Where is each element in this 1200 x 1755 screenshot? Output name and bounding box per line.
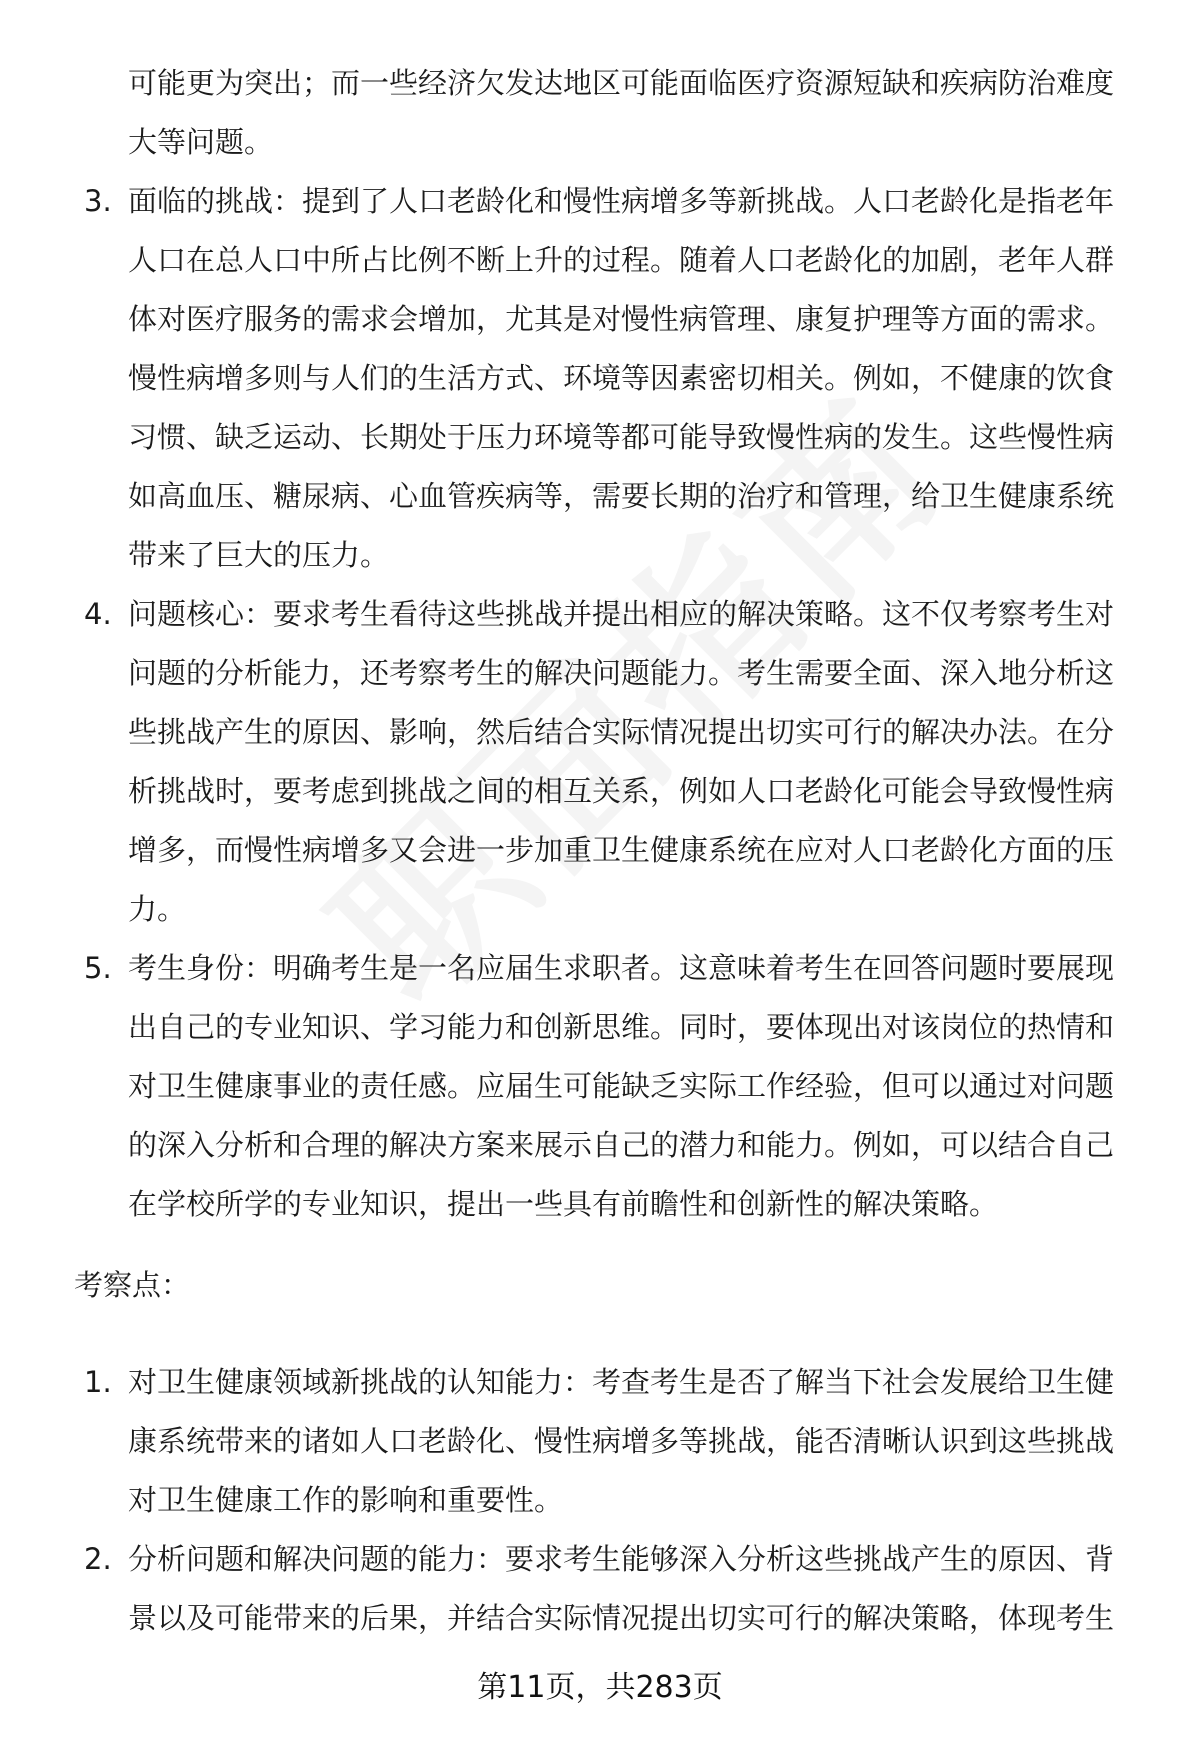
list-item-number: 3. — [84, 184, 112, 218]
list-item-number: 2. — [84, 1542, 112, 1576]
list-item-text: 分析问题和解决问题的能力：要求考生能够深入分析这些挑战产生的原因、背景以及可能带来的后果，并结合实际情况提出切实可行的解决策略，体现考生 — [128, 1542, 1115, 1635]
list-item-number: 5. — [84, 951, 112, 985]
list-item-number: 1. — [84, 1365, 112, 1399]
list-item — [0, 1530, 1200, 1648]
list-item-text: 问题核心：要求考生看待这些挑战并提出相应的解决策略。这不仅考察考生对问题的分析能力，还考察考生的解决问题能力。考生需要全面、深入地分析这些挑战产生的原因、影响，然后结合实际情况提出切实可行的解决办法。在分析挑战时，要考虑到挑战之间的相互关系，例如人口老龄化可能会导致慢性病增多，而慢性病增多又会进一步加重卫生健康系统在应对人口老龄化方面的压力。 — [128, 597, 1115, 926]
section-heading: 考察点： — [74, 1268, 191, 1302]
analysis-list — [0, 172, 1200, 1234]
page-number: 第11页，共283页 — [477, 1670, 723, 1705]
list-item — [0, 1353, 1200, 1530]
document-body — [0, 54, 1200, 1648]
list-item-number: 4. — [84, 597, 112, 631]
exam-points-list — [0, 1353, 1200, 1648]
list-item — [0, 939, 1200, 1234]
intro-continuation: 可能更为突出；而一些经济欠发达地区可能面临医疗资源短缺和疾病防治难度大等问题。 — [128, 66, 1115, 159]
list-item-text: 对卫生健康领域新挑战的认知能力：考查考生是否了解当下社会发展给卫生健康系统带来的诸如人口老龄化、慢性病增多等挑战，能否清晰认识到这些挑战对卫生健康工作的影响和重要性。 — [128, 1365, 1115, 1517]
list-item-text: 考生身份：明确考生是一名应届生求职者。这意味着考生在回答问题时要展现出自己的专业知识、学习能力和创新思维。同时，要体现出对该岗位的热情和对卫生健康事业的责任感。应届生可能缺乏实际工作经验，但可以通过对问题的深入分析和合理的解决方案来展示自己的潜力和能力。例如，可以结合自己在学校所学的专业知识，提出一些具有前瞻性和创新性的解决策略。 — [128, 951, 1115, 1221]
list-item — [0, 172, 1200, 585]
list-item — [0, 585, 1200, 939]
list-item-text: 面临的挑战：提到了人口老龄化和慢性病增多等新挑战。人口老龄化是指老年人口在总人口中所占比例不断上升的过程。随着人口老龄化的加剧，老年人群体对医疗服务的需求会增加，尤其是对慢性病管理、康复护理等方面的需求。慢性病增多则与人们的生活方式、环境等因素密切相关。例如，不健康的饮食习惯、缺乏运动、长期处于压力环境等都可能导致慢性病的发生。这些慢性病如高血压、糖尿病、心血管疾病等，需要长期的治疗和管理，给卫生健康系统带来了巨大的压力。 — [128, 184, 1115, 572]
